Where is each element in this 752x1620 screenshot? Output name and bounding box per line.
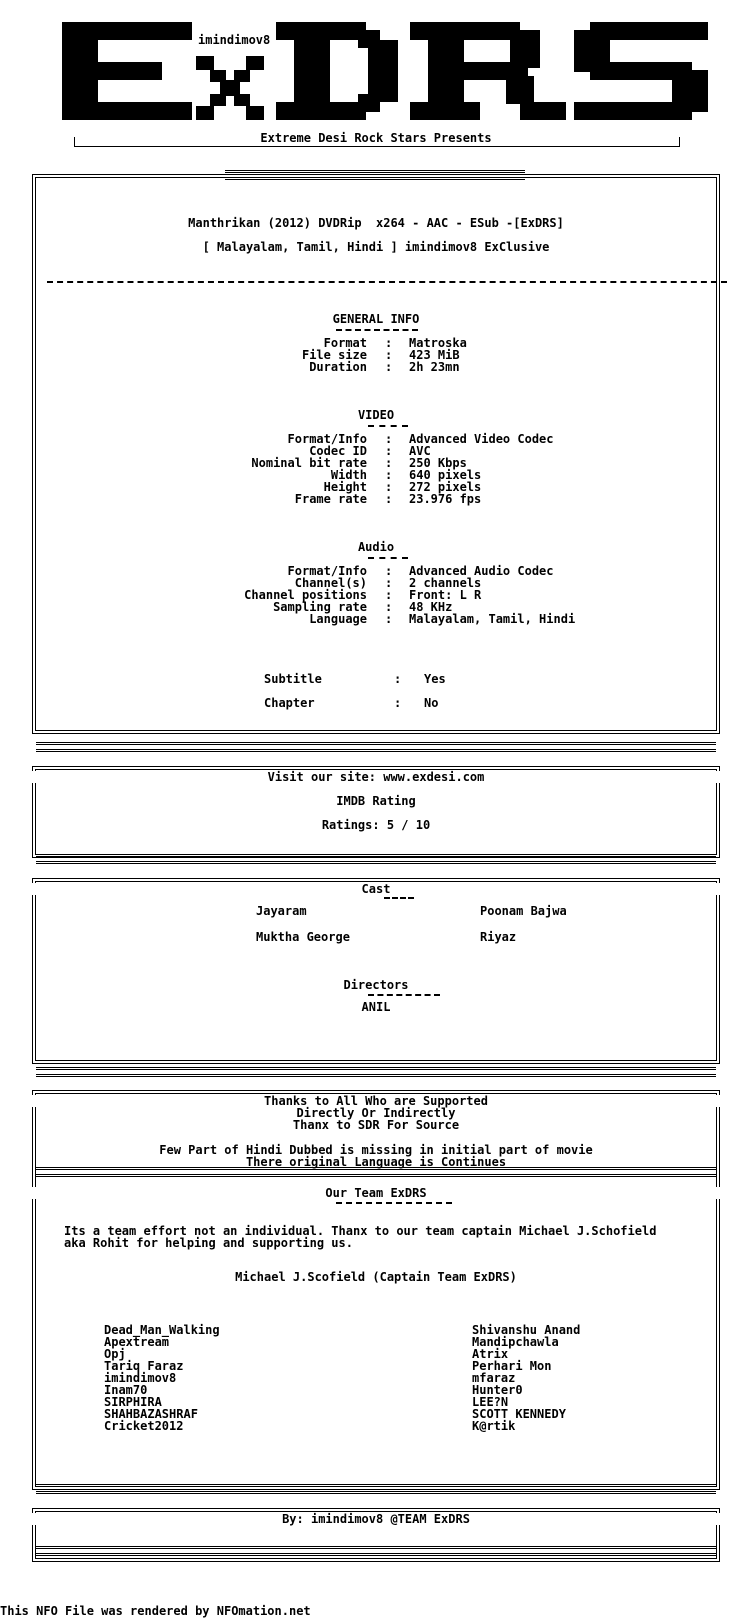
video-row-label: Nominal bit rate bbox=[251, 456, 367, 470]
video-row-value: Advanced Video Codec bbox=[409, 432, 554, 446]
cast-heading: Cast bbox=[0, 883, 752, 895]
team-captain: Michael J.Scofield (Captain Team ExDRS) bbox=[235, 1270, 517, 1284]
team-member: Hunter0 bbox=[472, 1383, 523, 1397]
general-row-value: 423 MiB bbox=[409, 348, 460, 362]
team-member: LEE?N bbox=[472, 1395, 509, 1409]
general-row-colon: : bbox=[385, 348, 393, 362]
cast-name: Riyaz bbox=[480, 930, 517, 944]
audio-row-colon: : bbox=[385, 600, 393, 614]
separator bbox=[47, 281, 727, 283]
video-row-colon: : bbox=[385, 444, 393, 458]
team-member: Cricket2012 bbox=[104, 1419, 184, 1433]
audio-row-label: Format/Info bbox=[287, 564, 367, 578]
general-underline bbox=[336, 329, 418, 331]
imdb-rating: Ratings: 5 / 10 bbox=[321, 818, 431, 832]
team-member: Tariq Faraz bbox=[104, 1359, 184, 1373]
video-heading: VIDEO bbox=[357, 408, 395, 422]
video-row-colon: : bbox=[385, 468, 393, 482]
logo-letter-r bbox=[410, 22, 566, 120]
divider-4 bbox=[36, 1167, 716, 1177]
video-row-label: Height bbox=[323, 480, 367, 494]
video-row-value: 640 pixels bbox=[409, 468, 482, 482]
team-underline bbox=[336, 1202, 452, 1204]
team-member: Inam70 bbox=[104, 1383, 148, 1397]
team-member: Mandipchawla bbox=[472, 1335, 559, 1349]
audio-row-value: Front: L R bbox=[409, 588, 482, 602]
thanks-line: Directly Or Indirectly bbox=[296, 1106, 456, 1120]
divider-2 bbox=[36, 854, 716, 864]
audio-row-value: Advanced Audio Codec bbox=[409, 564, 554, 578]
author-tag: imindimov8 bbox=[198, 33, 271, 47]
team-intro: aka Rohit for helping and supporting us. bbox=[64, 1236, 353, 1250]
presents-text: Extreme Desi Rock Stars Presents bbox=[260, 131, 492, 145]
team-member: K@rtik bbox=[472, 1419, 516, 1433]
video-row-label: Format/Info bbox=[287, 432, 367, 446]
team-member: Atrix bbox=[472, 1347, 509, 1361]
team-member: SIRPHIRA bbox=[104, 1395, 162, 1409]
footer-by: By: imindimov8 @TEAM ExDRS bbox=[0, 1513, 752, 1525]
cast-name: Poonam Bajwa bbox=[480, 904, 567, 918]
main-top-ornament bbox=[225, 170, 525, 180]
video-row-value: 23.976 fps bbox=[409, 492, 482, 506]
chapter-label: Chapter bbox=[264, 696, 315, 710]
team-member: Opj bbox=[104, 1347, 126, 1361]
divider-6 bbox=[36, 1546, 716, 1556]
team-heading: Our Team ExDRS bbox=[0, 1187, 752, 1199]
audio-underline bbox=[368, 557, 408, 559]
team-member: Apextream bbox=[104, 1335, 170, 1349]
logo-letter-x bbox=[196, 56, 264, 120]
team-member: SHAHBAZASHRAF bbox=[104, 1407, 198, 1421]
audio-row-label: Channel positions bbox=[244, 588, 367, 602]
divider-3 bbox=[36, 1067, 716, 1077]
release-title: Manthrikan (2012) DVDRip x264 - AAC - ESub -[ExDRS] bbox=[188, 216, 564, 230]
team-member: Shivanshu Anand bbox=[472, 1323, 581, 1337]
team-member: imindimov8 bbox=[104, 1371, 177, 1385]
directors-underline bbox=[368, 994, 440, 996]
video-row-label: Codec ID bbox=[309, 444, 367, 458]
audio-row-colon: : bbox=[385, 576, 393, 590]
general-heading: GENERAL INFO bbox=[332, 312, 420, 326]
team-member: Dead_Man_Walking bbox=[104, 1323, 220, 1337]
presents-rule bbox=[74, 146, 680, 147]
team-member: SCOTT KENNEDY bbox=[472, 1407, 566, 1421]
video-underline bbox=[368, 425, 408, 427]
rendered-by: This NFO File was rendered by NFOmation.net bbox=[0, 1604, 311, 1618]
thanks-note: Few Part of Hindi Dubbed is missing in initial part of movie bbox=[159, 1143, 593, 1157]
team-intro: Its a team effort not an individual. Thanx to our team captain Michael J.Schofield bbox=[64, 1224, 657, 1238]
subtitle-colon: : bbox=[394, 672, 402, 686]
video-row-value: AVC bbox=[409, 444, 431, 458]
audio-row-value: 2 channels bbox=[409, 576, 482, 590]
cast-name: Jayaram bbox=[256, 904, 307, 918]
cast-name: Muktha George bbox=[256, 930, 350, 944]
director-name: ANIL bbox=[361, 1000, 391, 1014]
audio-row-label: Sampling rate bbox=[273, 600, 367, 614]
divider-1 bbox=[36, 742, 716, 752]
cast-underline bbox=[384, 897, 414, 899]
general-row-label: Duration bbox=[309, 360, 367, 374]
general-row-value: 2h 23mn bbox=[409, 360, 460, 374]
thanks-note: There original Language is Continues bbox=[245, 1155, 507, 1169]
video-row-label: Frame rate bbox=[294, 492, 367, 506]
audio-row-colon: : bbox=[385, 612, 393, 626]
general-row-colon: : bbox=[385, 336, 393, 350]
thanks-line: Thanks to All Who are Supported bbox=[0, 1095, 752, 1107]
thanks-line: Thanx to SDR For Source bbox=[292, 1118, 460, 1132]
audio-row-colon: : bbox=[385, 588, 393, 602]
logo-letter-s bbox=[574, 22, 708, 120]
video-row-colon: : bbox=[385, 492, 393, 506]
chapter-colon: : bbox=[394, 696, 402, 710]
logo-letter-d bbox=[276, 22, 398, 120]
video-row-colon: : bbox=[385, 432, 393, 446]
video-row-colon: : bbox=[385, 456, 393, 470]
general-row-label: File size bbox=[301, 348, 367, 362]
main-frame bbox=[32, 174, 720, 734]
audio-row-colon: : bbox=[385, 564, 393, 578]
logo-letter-e bbox=[62, 22, 192, 120]
audio-row-value: 48 KHz bbox=[409, 600, 453, 614]
audio-row-label: Channel(s) bbox=[294, 576, 367, 590]
video-row-value: 250 Kbps bbox=[409, 456, 467, 470]
subtitle-value: Yes bbox=[424, 672, 446, 686]
cast-frame bbox=[32, 878, 720, 1064]
video-row-colon: : bbox=[385, 480, 393, 494]
chapter-value: No bbox=[424, 696, 439, 710]
general-row-value: Matroska bbox=[409, 336, 467, 350]
subtitle-label: Subtitle bbox=[264, 672, 322, 686]
team-member: mfaraz bbox=[472, 1371, 516, 1385]
release-subtitle: [ Malayalam, Tamil, Hindi ] imindimov8 ExClusive bbox=[202, 240, 550, 254]
audio-row-label: Language bbox=[309, 612, 367, 626]
imdb-label: IMDB Rating bbox=[336, 794, 416, 808]
video-row-value: 272 pixels bbox=[409, 480, 482, 494]
divider-5 bbox=[36, 1484, 716, 1494]
site-visit: Visit our site: www.exdesi.com bbox=[0, 771, 752, 783]
directors-heading: Directors bbox=[343, 978, 409, 992]
team-member: Perhari Mon bbox=[472, 1359, 552, 1373]
audio-heading: Audio bbox=[357, 540, 395, 554]
audio-row-value: Malayalam, Tamil, Hindi bbox=[409, 612, 576, 626]
video-row-label: Width bbox=[330, 468, 367, 482]
general-row-colon: : bbox=[385, 360, 393, 374]
general-row-label: Format bbox=[323, 336, 367, 350]
